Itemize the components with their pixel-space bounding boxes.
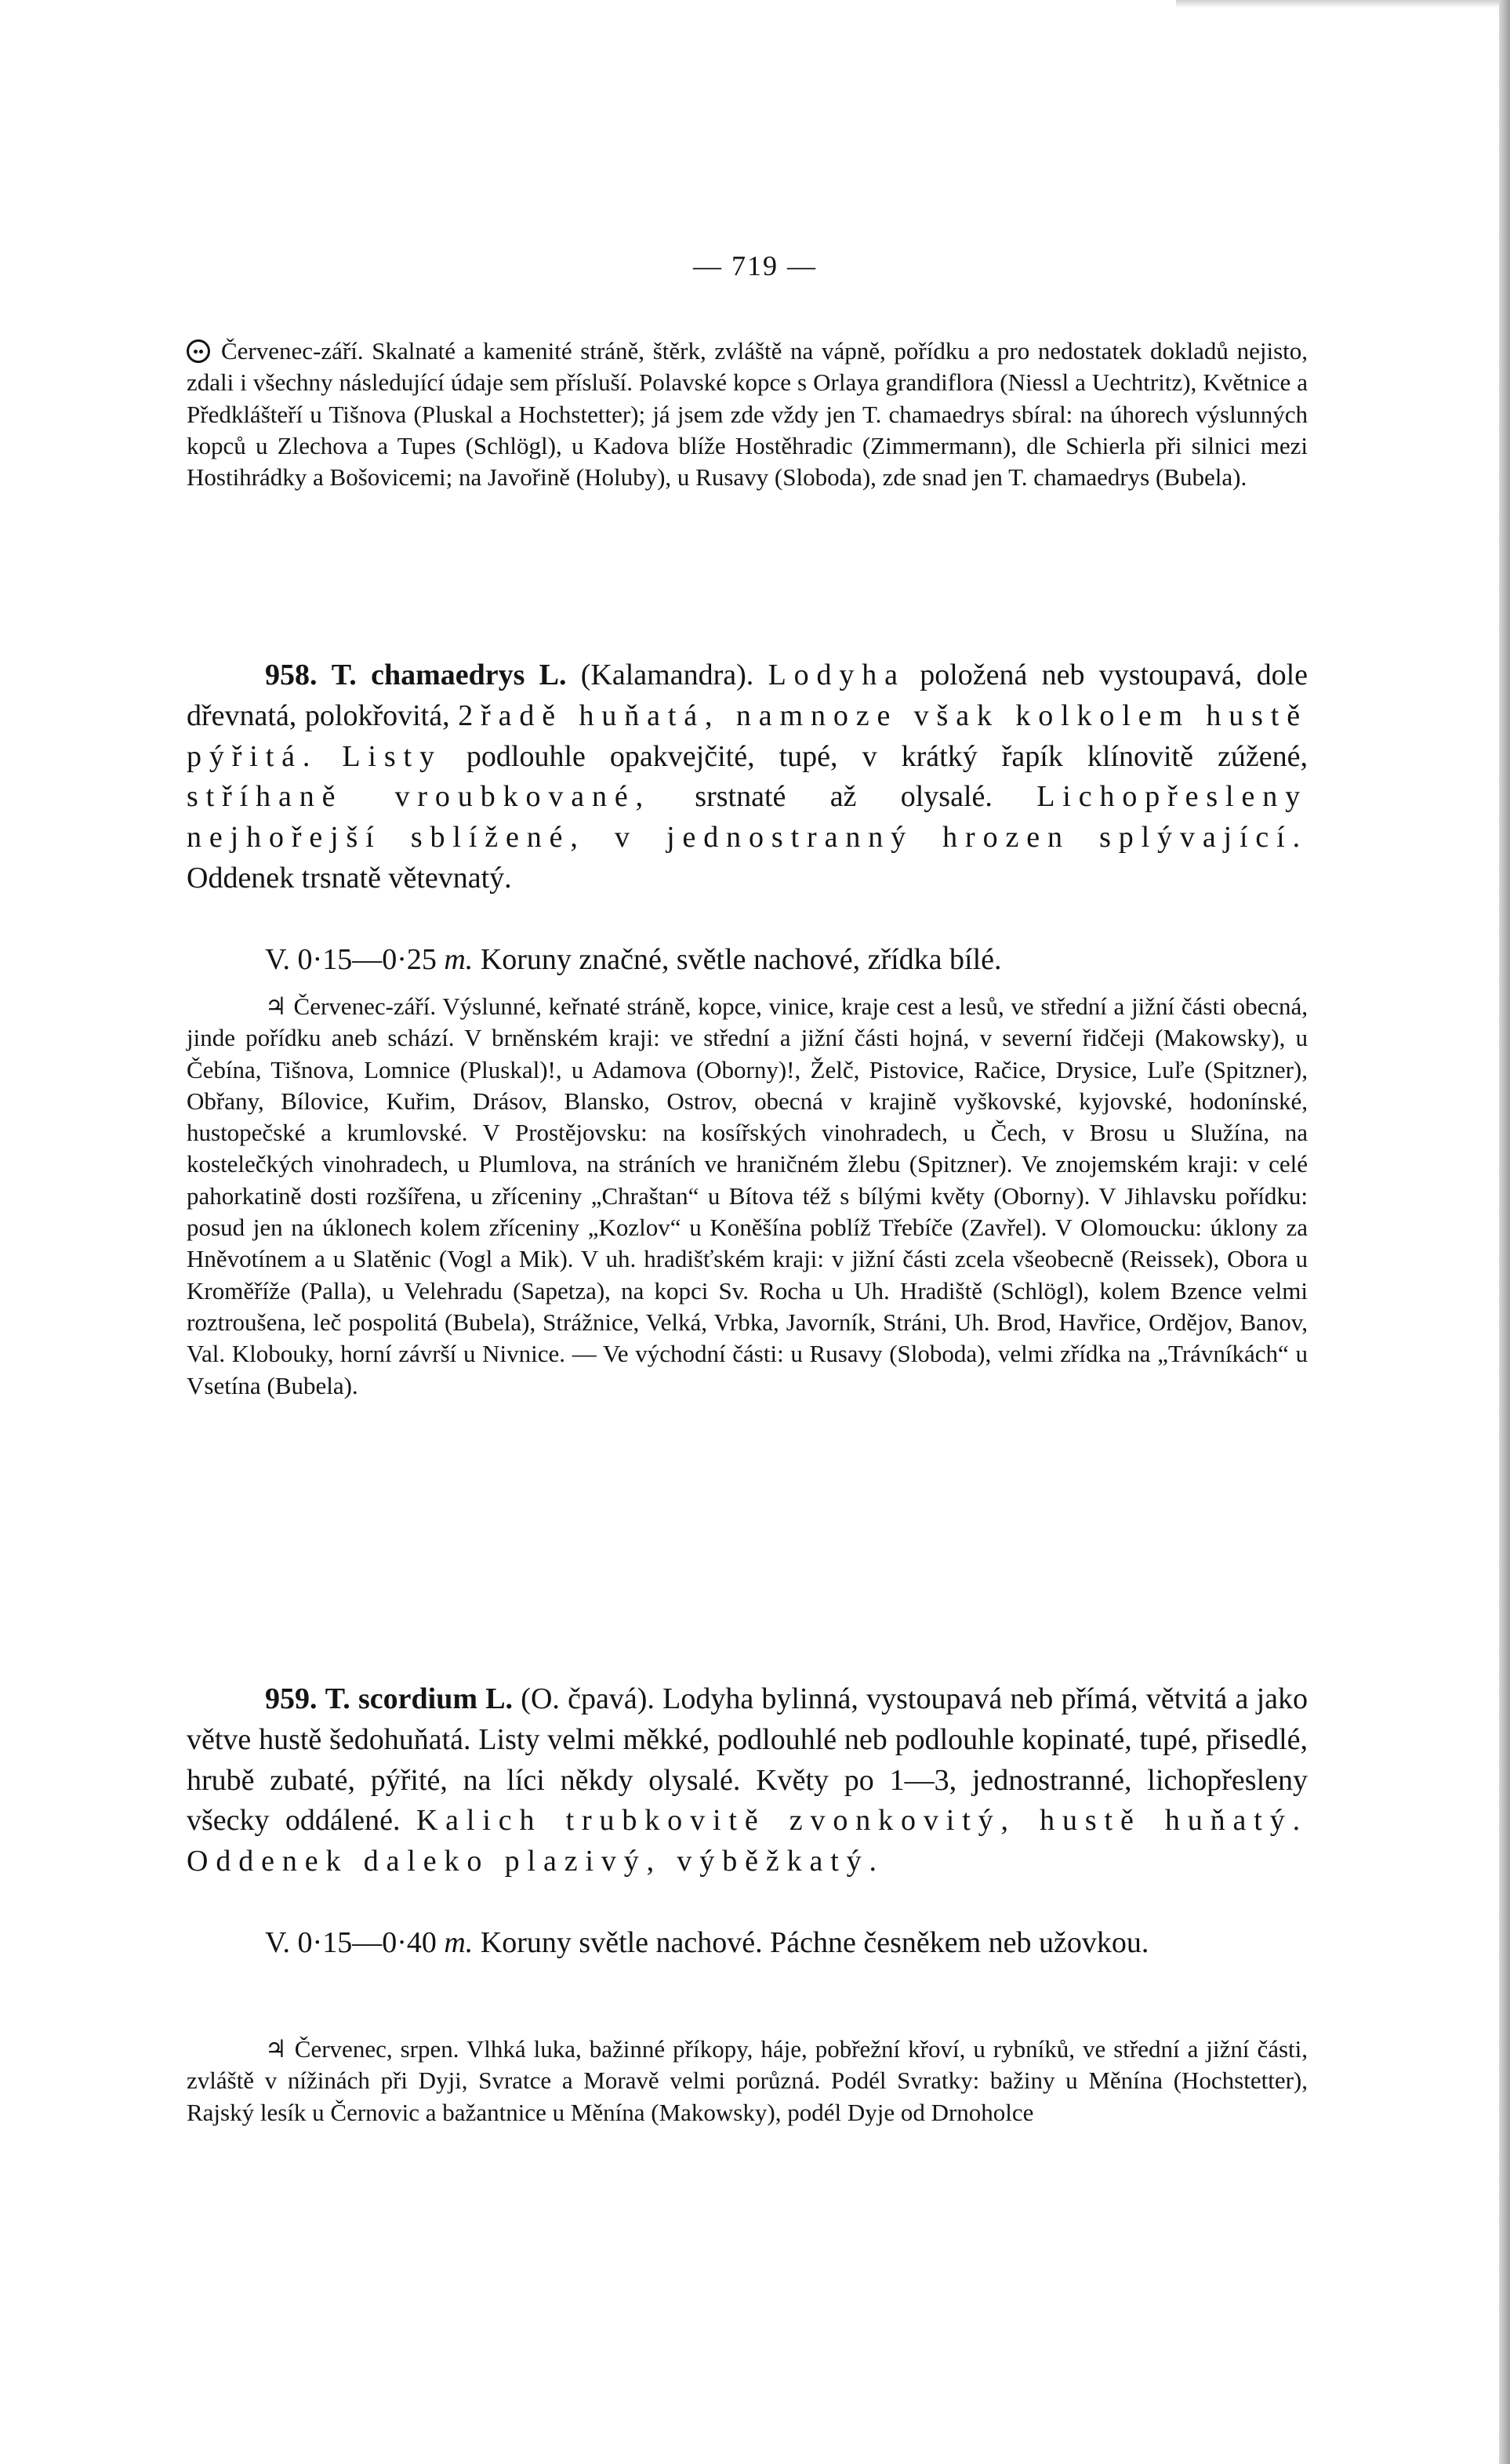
species-958-description [187, 655, 1308, 899]
species-958-leaves-margin: stříhaně vroubkované, [187, 780, 651, 814]
species-958-rhizome: Oddenek trsnatě větevnatý. [187, 861, 512, 895]
species-958-whorls: Lichopřesleny nejhořejší sblížené, v jednostranný hrozen splývající. [187, 780, 1308, 855]
block-continuation [187, 336, 1308, 493]
perennial-sign-icon: ♃ [265, 992, 294, 1020]
species-958-size-range: V. 0·15—0·25 [265, 943, 437, 976]
species-959-distribution-text: Červenec, srpen. Vlhká luka, bažinné příkopy, háje, pobřežní křoví, u rybníků, ve střední a jižní části, zvláště v nížinách při Dyji, Svratce a Moravě velmi porůzná. Podél Svratky: bažiny u Měnína (Hochstetter), Rajský lesík u Černovic a bažantnice u Měnína (Makowsky), podél Dyje od Drnoholce [187, 2035, 1309, 2126]
scan-edge-right [1499, 0, 1510, 2464]
species-958-size-unit: m. [444, 943, 474, 976]
species-959-corolla: Koruny světle nachové. Páchne česněkem neb užovkou. [480, 1926, 1149, 1959]
species-959-name: T. scordium L. [325, 1682, 514, 1715]
continuation-text: Červenec-září. Skalnaté a kamenité stráně, štěrk, zvláště na vápně, pořídku a pro nedostatek dokladů nejisto, zdali i všechny následující údaje sem přísluší. Polavské kopce s Orlaya grandiflora (Niessl a Uechtritz), Květnice a Předklášteří u Tišnova (Pluskal a Hochstetter); já jsem zde vždy jen T. chamaedrys sbíral: na úhorech výslunných kopců u Zlechova a Tupes (Schlögl), u Kadova blíže Hostěhradic (Zimmermann), dle Schierla při silnici mezi Hostihrádky a Bošovicemi; na Javořině (Holuby), u Rusavy (Sloboda), zde snad jen T. chamaedrys (Bubela). [187, 337, 1308, 492]
species-959-common-name: (O. čpavá). [521, 1682, 655, 1715]
species-958-common-name: (Kalamandra). [580, 659, 754, 691]
perennial-flower-icon [187, 339, 210, 363]
species-958-stem-text: položená neb vystoupavá, dole dřevnatá, polokřovitá, [187, 659, 1309, 732]
species-959-size-unit: m. [444, 1926, 474, 1959]
species-959-number: 959. [265, 1682, 318, 1715]
species-958-corolla: Koruny značné, světle nachové, zřídka bílé. [480, 943, 1002, 976]
species-959-size [187, 1923, 1308, 1964]
species-959-distribution [187, 2034, 1308, 2128]
species-958-number: 958. [265, 659, 318, 691]
species-958-distribution-text: Červenec-září. Výslunné, keřnaté stráně, kopce, vinice, kraje cest a lesů, ve střední a jižní části obecná, jinde pořídku aneb schází. V brněnském kraji: ve střední a jižní části hojná, v severní řidčeji (Makowsky), u Čebína, Tišnova, Lomnice (Pluskal)!, u Adamova (Oborny)!, Želč, Pistovice, Račice, Drysice, Luľe (Spitzner), Obřany, Bílovice, Kuřim, Drásov, Blansko, Ostrov, obecná v krajině vyškovské, kyjovské, hodonínské, hustopečské a krumlovské. V Prostějovsku: na kosířských vinohradech, u Čech, v Brosu u Služína, na kostelečkých vinohradech, u Plumlova, na stráních ve hraničném žlebu (Spitzner). Ve znojemském kraji: v celé pahorkatině dosti rozšířena, u zříceniny „Chraštan“ u Bítova též s bílými květy (Oborny). V Jihlavsku pořídku: posud jen na úklonech kolem zříceniny „Kozlov“ u Koněšína poblíž Třebíče (Zavřel). V Olomoucku: úklony za Hněvotínem a u Slatěnic (Vogl a Mik). V uh. hradišťském kraji: v jižní části zcela všeobecně (Reissek), Obora u Kroměříže (Palla), u Velehradu (Sapetza), na kopci Sv. Rocha u Uh. Hradiště (Schlögl), kolem Bzence velmi roztroušena, leč pospolitá (Bubela), Strážnice, Velká, Vrbka, Javorník, Stráni, Uh. Brod, Havřice, Ordějov, Banov, Val. Klobouky, horní závrší u Nivnice. — Ve východní části: u Rusavy (Sloboda), velmi zřídka na „Trávníkách“ u Vsetína (Bubela). [187, 992, 1308, 1399]
perennial-sign-icon-2: ♃ [265, 2035, 295, 2063]
species-959-calyx: Kalich trubkovitě zvonkovitý, hustě huňatý. Oddenek daleko plazivý, výběžkatý. [187, 1804, 1308, 1878]
species-958-name: T. chamaedrys L. [331, 659, 567, 691]
species-958-term-leaves: Listy [342, 739, 442, 773]
species-959-description [187, 1679, 1308, 1882]
species-958-stem-hair: 2řadě huňatá, namnoze však kolkolem hustě pýřitá. [187, 699, 1308, 773]
scan-edge-top [1176, 0, 1510, 8]
species-958-term-stem: Lodyha [768, 659, 906, 691]
species-958-leaves-text: podlouhle opakvejčité, tupé, v krátký řapík klínovitě zúžené, [466, 739, 1308, 773]
page-number: — 719 — [693, 250, 817, 281]
species-959-text: Lodyha bylinná, vystoupavá neb přímá, větvitá a jako větve hustě šedohuňatá. Listy velmi měkké, podlouhlé neb podlouhle kopinaté, tupé, přisedlé, hrubě zubaté, pýřité, na líci někdy olysalé. Květy po 1—3, jednostranné, lichopřesleny všecky oddálené. [187, 1682, 1309, 1838]
species-958-leaves-hair: srstnaté až olysalé. [695, 780, 993, 814]
species-959-size-range: V. 0·15—0·40 [265, 1926, 437, 1959]
species-958-size [187, 940, 1308, 981]
species-958-distribution [187, 991, 1308, 1402]
